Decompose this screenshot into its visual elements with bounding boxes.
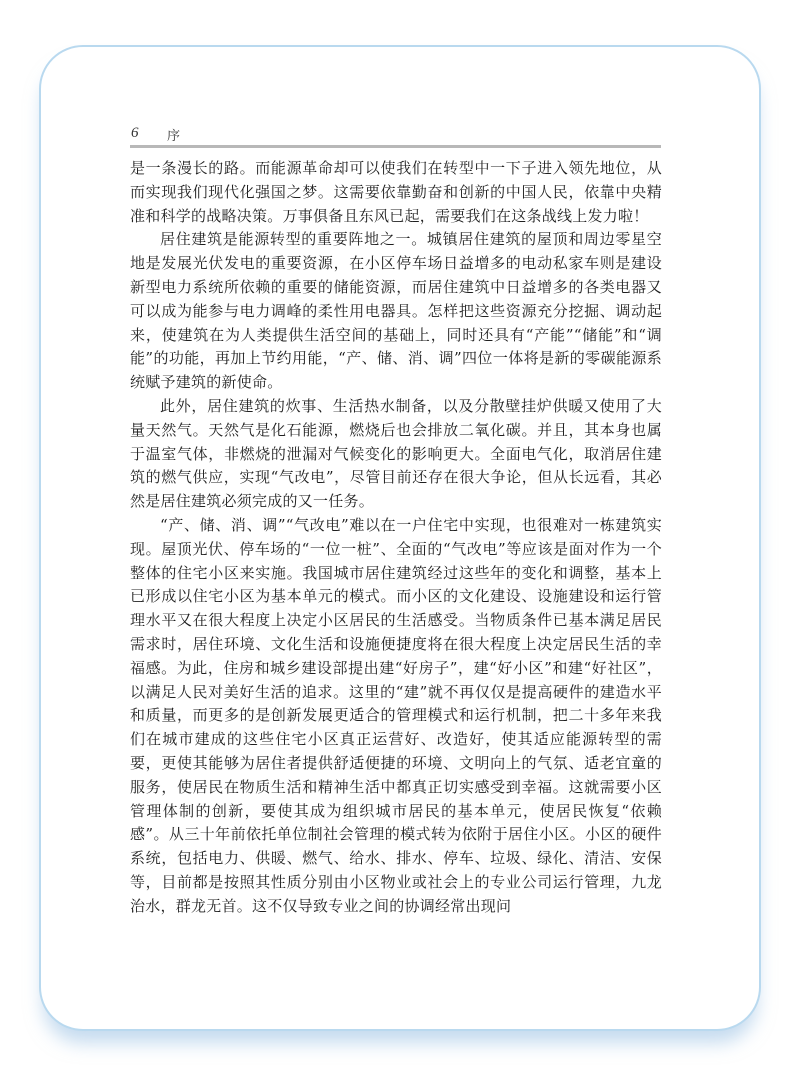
paragraph: 是一条漫长的路。而能源革命却可以使我们在转型中一下子进入领先地位，从而实现我们现代化强国之梦。这需要依靠勤奋和创新的中国人民，依靠中央精准和科学的战略决策。万事俱备且东风已起，需要我们在这条战线上发力啦！: [130, 159, 662, 225]
running-header: [130, 124, 661, 148]
body-text: [130, 157, 662, 919]
paragraph: “产、储、消、调”“气改电”难以在一户住宅中实现，也很难对一栋建筑实现。屋顶光伏、停车场的“一位一桩”、全面的“气改电”等应该是面对作为一个整体的住宅小区来实施。我国城市居住建筑经过这些年的变化和调整，基本上已形成以住宅小区为基本单元的模式。而小区的文化建设、设施建设和运行管理水平又在很大程度上决定小区居民的生活感受。当物质条件已基本满足居民需求时，居住环境、文化生活和设施便捷度将在很大程度上决定居民生活的幸福感。为此，住房和城乡建设部提出建“好房子”，建“好小区”和建“好社区”，以满足人民对美好生活的追求。这里的“建”就不再仅仅是提高硬件的建造水平和质量，而更多的是创新发展更适合的管理模式和运行机制，把二十多年来我们在城市建成的这些住宅小区真正运营好、改造好，使其适应能源转型的需要，更使其能够为居住者提供舒适便捷的环境、文明向上的气氛、适老宜童的服务，使居民在物质生活和精神生活中都真正切实感受到幸福。这就需要小区管理体制的创新，要使其成为组织城市居民的基本单元，使居民恢复“依赖感”。从三十年前依托单位制社会管理的模式转为依附于居住小区。小区的硬件系统，包括电力、供暖、燃气、给水、排水、停车、垃圾、绿化、清洁、安保等，目前都是按照其性质分别由小区物业或社会上的专业公司运行管理，九龙治水，群龙无首。这不仅导致专业之间的协调经常出现问: [130, 515, 662, 915]
page-number: 6: [131, 125, 139, 141]
section-title: 序: [167, 129, 181, 144]
paragraph: 居住建筑是能源转型的重要阵地之一。城镇居住建筑的屋顶和周边零星空地是发展光伏发电的重要资源，在小区停车场日益增多的电动私家车则是建设新型电力系统所依赖的重要的储能资源，而居住建筑中日益增多的各类电器又可以成为能参与电力调峰的柔性用电器具。怎样把这些资源充分挖掘、调动起来，使建筑在为人类提供生活空间的基础上，同时还具有“产能”“储能”和“调能”的功能，再加上节约用能，“产、储、消、调”四位一体将是新的零碳能源系统赋予建筑的新使命。: [130, 230, 662, 392]
paragraph: 此外，居住建筑的炊事、生活热水制备，以及分散壁挂炉供暖又使用了大量天然气。天然气是化石能源，燃烧后也会排放二氧化碳。并且，其本身也属于温室气体，非燃烧的泄漏对气候变化的影响更大。全面电气化，取消居住建筑的燃气供应，实现“气改电”，尽管目前还存在很大争论，但从长远看，其必然是居住建筑必须完成的又一任务。: [130, 396, 662, 511]
